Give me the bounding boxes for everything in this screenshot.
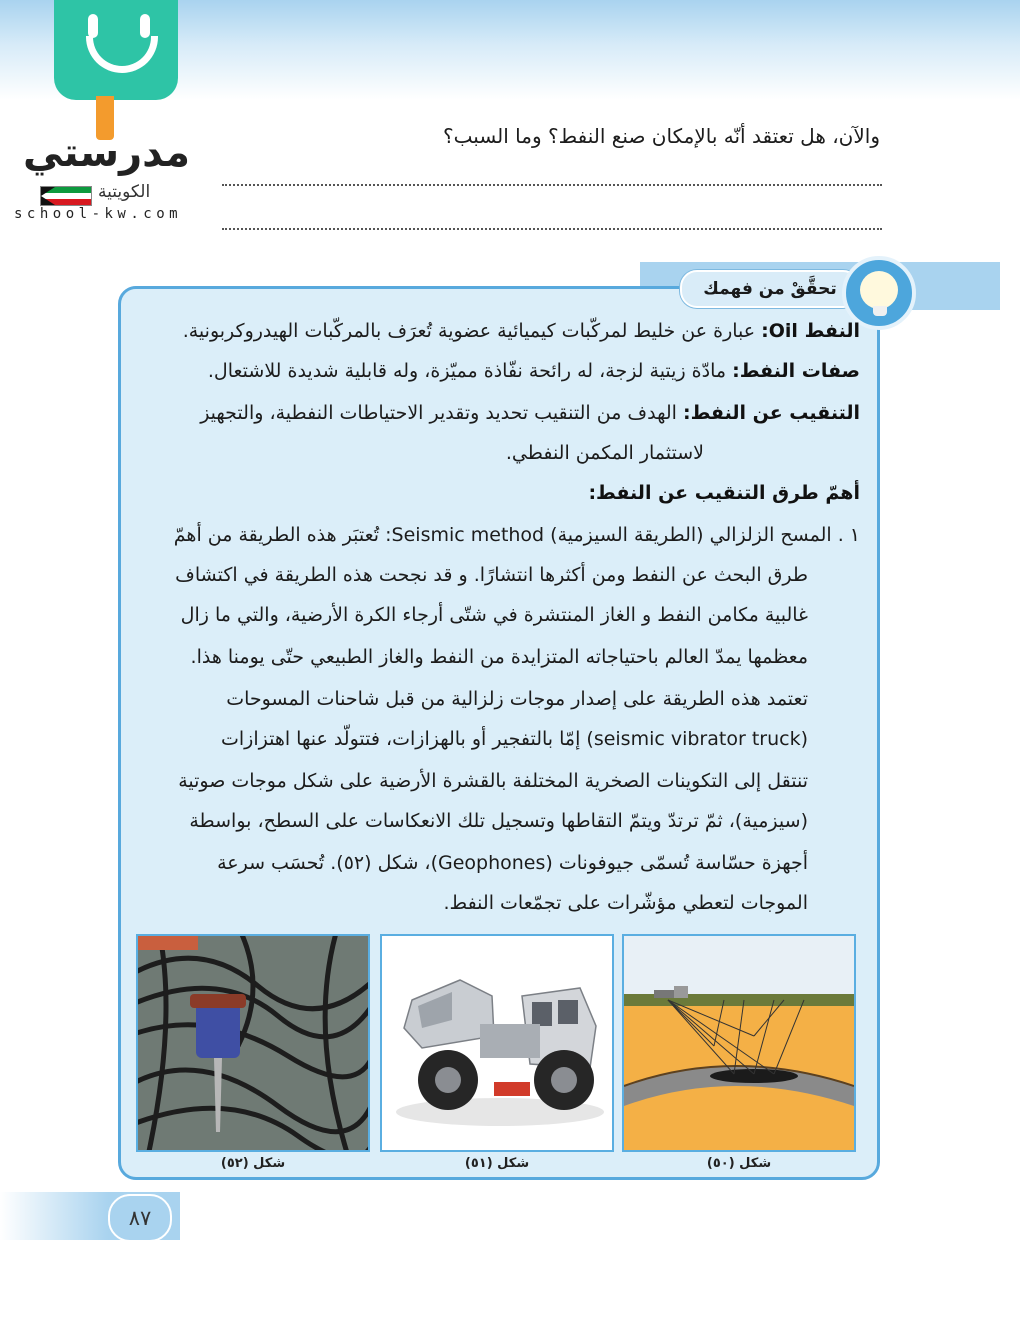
method-line: (seismic vibrator truck) إمّا بالتفجير أو بالهزازات، فتتولّد عنها اهتزازات — [220, 728, 808, 750]
definition-oil: النفط Oil: عبارة عن خليط لمركّبات كيميائية عضوية تُعرَف بالمركّبات الهيدروكربونية. — [182, 320, 860, 342]
definition-exploration-continued: لاستثمار المكمن النفطي. — [505, 442, 704, 464]
figure-caption: شكل (٥٢) — [220, 1156, 286, 1171]
logo-title: مدرستي — [22, 130, 190, 176]
figure-caption: شكل (٥٠) — [706, 1156, 772, 1171]
lightbulb-icon — [842, 256, 916, 330]
answer-line — [222, 228, 882, 230]
answer-line — [222, 184, 882, 186]
method-line: تعتمد هذه الطريقة على إصدار موجات زلزالية من قبل شاحنات المسوحات — [226, 688, 808, 710]
figure-50-seismic-diagram — [622, 934, 856, 1152]
method-line: معظمها يمدّ العالم باحتياجاته المتزايدة من النفط والغاز الطبيعي حتّى يومنا هذا. — [190, 646, 808, 668]
figure-52-geophone-photo — [136, 934, 370, 1152]
site-logo — [12, 0, 222, 225]
definition-properties: صفات النفط: مادّة زيتية لزجة، له رائحة نفّاذة مميّزة، وله قابلية شديدة للاشتعال. — [207, 360, 860, 382]
figure-caption: شكل (٥١) — [464, 1156, 530, 1171]
method-line: الموجات لتعطي مؤشّرات على تجمّعات النفط. — [443, 892, 808, 914]
kuwait-flag-icon — [40, 186, 92, 206]
method-line: (سيزمية)، ثمّ ترتدّ ويتمّ التقاطها وتسجيل تلك الانعكاسات على السطح، بواسطة — [189, 810, 808, 832]
method-line: غالبية مكامن النفط و الغاز المنتشرة في شتّى أرجاء الكرة الأرضية، والتي ما زال — [180, 604, 808, 626]
logo-url: school-kw.com — [14, 206, 183, 222]
method-line: ١ . المسح الزلزالي (الطريقة السيزمية) Seismic method: تُعتبَر هذه الطريقة من أهمّ — [173, 524, 860, 546]
logo-book-icon — [54, 0, 178, 100]
figure-51-vibrator-truck — [380, 934, 614, 1152]
method-line: تنتقل إلى التكوينات الصخرية المختلفة بالقشرة الأرضية على شكل موجات صوتية — [178, 770, 808, 792]
definition-exploration: التنقيب عن النفط: الهدف من التنقيب تحديد وتقدير الاحتياطات النفطية، والتجهيز — [200, 402, 860, 424]
section-title: تحقَّقْ من فهمك — [680, 270, 860, 308]
page-number: ٨٧ — [108, 1194, 172, 1242]
methods-heading: أهمّ طرق التنقيب عن النفط: — [588, 482, 860, 504]
logo-subtitle: الكويتية — [98, 182, 151, 202]
method-line: أجهزة حسّاسة تُسمّى جيوفونات (Geophones)، شكل (٥٢). تُحسَب سرعة — [217, 852, 808, 874]
method-line: طرق البحث عن النفط ومن أكثرها انتشارًا. و قد نجحت هذه الطريقة في اكتشاف — [175, 564, 808, 586]
question-text: والآن، هل تعتقد أنّه بالإمكان صنع النفط؟ وما السبب؟ — [443, 124, 880, 148]
